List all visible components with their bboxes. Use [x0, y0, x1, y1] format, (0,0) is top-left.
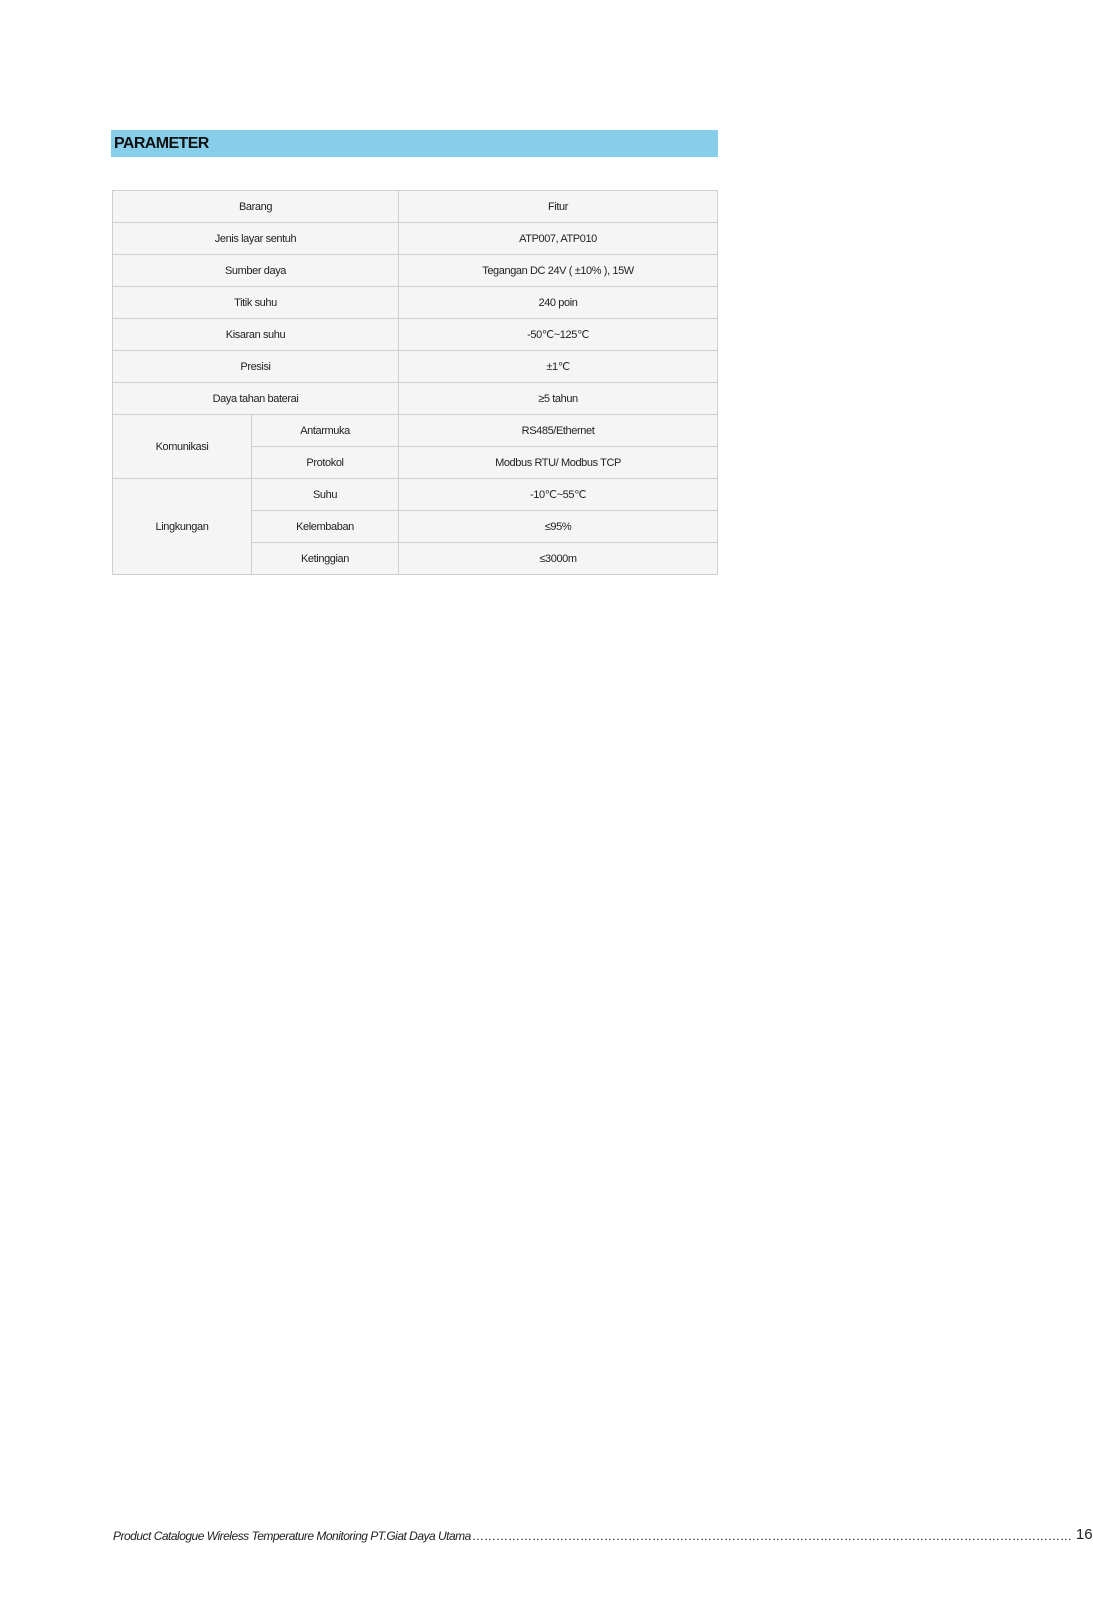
table-row [113, 223, 718, 255]
footer-text: Product Catalogue Wireless Temperature Monitoring PT.Giat Daya Utama [113, 1529, 471, 1543]
row-label: Sumber daya [113, 255, 399, 287]
page-number: 16 [1075, 1526, 1093, 1543]
row-value: Modbus RTU/ Modbus TCP [399, 447, 718, 479]
page-footer [113, 1519, 1093, 1543]
row-value: ≥5 tahun [399, 383, 718, 415]
table-row [113, 415, 718, 447]
row-value: ATP007, ATP010 [399, 223, 718, 255]
row-label: Suhu [252, 479, 399, 511]
row-value: ≤3000m [399, 543, 718, 575]
row-label: Presisi [113, 351, 399, 383]
table-row [113, 383, 718, 415]
column-header-barang: Barang [113, 191, 399, 223]
row-label: Titik suhu [113, 287, 399, 319]
parameter-table [112, 190, 718, 575]
row-value: Tegangan DC 24V ( ±10% ), 15W [399, 255, 718, 287]
row-value: -50℃~125℃ [399, 319, 718, 351]
table-row [113, 287, 718, 319]
table-row [113, 479, 718, 511]
table-row [113, 319, 718, 351]
table-header-row [113, 191, 718, 223]
column-header-fitur: Fitur [399, 191, 718, 223]
footer-dot-leader: …………………………………………………………………………………………………………………………………… [471, 1529, 1072, 1543]
table-row [113, 351, 718, 383]
row-value: ≤95% [399, 511, 718, 543]
row-label: Kelembaban [252, 511, 399, 543]
group-label-komunikasi: Komunikasi [113, 415, 252, 479]
row-label: Kisaran suhu [113, 319, 399, 351]
row-value: -10℃~55℃ [399, 479, 718, 511]
row-label: Protokol [252, 447, 399, 479]
table-row [113, 255, 718, 287]
row-label: Ketinggian [252, 543, 399, 575]
row-value: RS485/Ethernet [399, 415, 718, 447]
row-label: Jenis layar sentuh [113, 223, 399, 255]
row-label: Antarmuka [252, 415, 399, 447]
row-label: Daya tahan baterai [113, 383, 399, 415]
group-label-lingkungan: Lingkungan [113, 479, 252, 575]
section-title: PARAMETER [111, 130, 718, 157]
row-value: 240 poin [399, 287, 718, 319]
row-value: ±1℃ [399, 351, 718, 383]
